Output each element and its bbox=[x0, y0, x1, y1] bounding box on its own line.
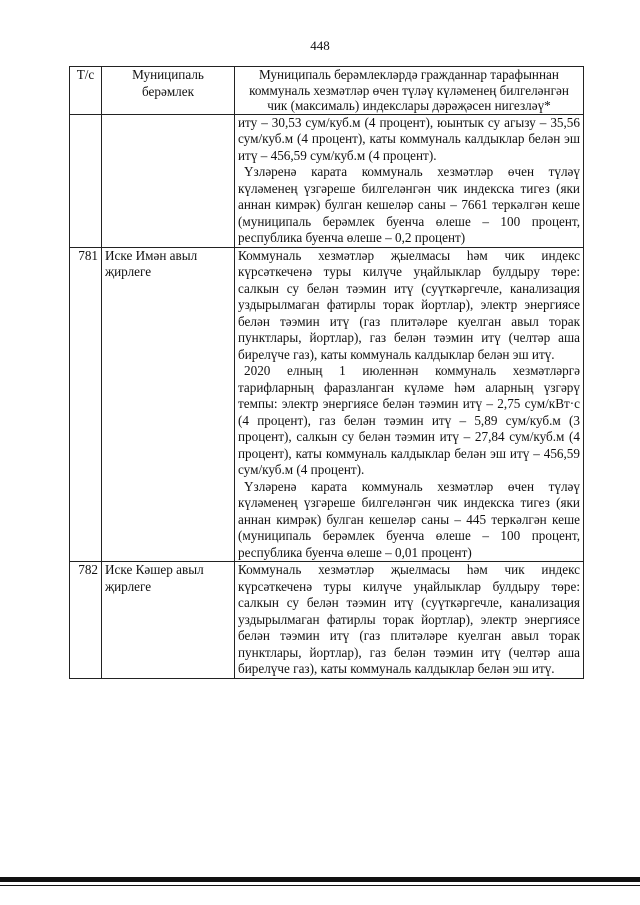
row-paragraph: Коммуналь хезмәтләр җыелмасы һәм чик индекс күрсәткеченә туры килүче уңайлыклар булдыру төре: салкын су белән тәэмин итү (суүткәргечле, канализация уздырылмаган фатирлы торак йортлар), электр энергиясе белән тәэмин итү (газ плитәләре куелган авыл торак пунктлары, йортлар), газ белән тәэмин итү (челтәр аша бирелүче газ), каты коммуналь калдыклар белән эш итү. bbox=[238, 562, 580, 676]
row-paragraph: Үзләренә карата коммуналь хезмәтләр өчен түләү күләменең үзгәреше билгеләнгән чик индекска тигез (яки аннан кимрәк) булган кешеләр саны – 445 теркәлгән кеше (муниципаль берәмлек буенча өлеше – 100 процент, республика буенча өлеше – 0,01 процент) bbox=[238, 478, 580, 560]
header-municipality: Муниципаль берәмлек bbox=[102, 67, 235, 115]
tariff-index-table bbox=[69, 66, 584, 679]
bottom-rule-thick bbox=[0, 877, 640, 882]
row-municipality bbox=[102, 114, 235, 247]
header-number: Т/с bbox=[70, 67, 102, 115]
table-header-row bbox=[70, 67, 584, 115]
row-number bbox=[70, 114, 102, 247]
row-paragraph: иту – 30,53 сум/куб.м (4 процент), юынтык су агызу – 35,56 сум/куб.м (4 процент), каты коммуналь калдыклар белән эш итү – 456,59 сум/куб.м (4 процент). bbox=[238, 114, 580, 163]
row-municipality: Иске Имән авыл җирлеге bbox=[102, 247, 235, 562]
row-paragraph: 2020 елның 1 июленнән коммуналь хезмәтләргә тарифларның фаразланган күләме һәм аларның үзгәрү темпы: электр энергиясе белән тәэмин итү – 2,75 сум/кВт·с (4 процент), газ белән тәэмин итү – 5,89 сум/куб.м (3 процент), салкын су белән тәэмин итү – 27,84 сум/куб.м (4 процент), каты коммуналь калдыклар белән эш итү – 456,59 сум/куб.м (4 процент). bbox=[238, 363, 580, 477]
table-row bbox=[70, 114, 584, 247]
row-paragraph: Коммуналь хезмәтләр җыелмасы һәм чик индекс күрсәткеченә туры килүче уңайлыклар булдыру төре: салкын су белән тәэмин итү (суүткәргечле, канализация уздырылмаган фатирлы торак йортлар), электр энергиясе белән тәэмин итү (газ плитәләре куелган авыл торак пунктлары, йортлар), газ белән тәэмин итү (челтәр аша бирелүче газ), каты коммуналь калдыклар белән эш итү. bbox=[238, 247, 580, 362]
row-municipality: Иске Кәшер авыл җирлеге bbox=[102, 562, 235, 679]
bottom-rule-thin bbox=[0, 885, 640, 886]
row-paragraph: Үзләренә карата коммуналь хезмәтләр өчен түләү күләменең үзгәреше билгеләнгән чик индекска тигез (яки аннан кимрәк) булган кешеләр саны – 7661 теркәлгән кеше (муниципаль берәмлек буенча өлеше – 100 процент, республика буенча өлеше – 0,2 процент) bbox=[238, 164, 580, 245]
page-number: 448 bbox=[310, 38, 330, 53]
row-description bbox=[235, 247, 584, 562]
row-number: 782 bbox=[70, 562, 102, 679]
row-description bbox=[235, 114, 584, 247]
table-row bbox=[70, 562, 584, 679]
header-description: Муниципаль берәмлекләрдә гражданнар тарафыннан коммуналь хезмәтләр өчен түләү күләменең билгеләнгән чик (максималь) индекслары дәрәҗәсен нигезләү* bbox=[235, 67, 584, 115]
table-row bbox=[70, 247, 584, 562]
row-number: 781 bbox=[70, 247, 102, 562]
row-description bbox=[235, 562, 584, 679]
